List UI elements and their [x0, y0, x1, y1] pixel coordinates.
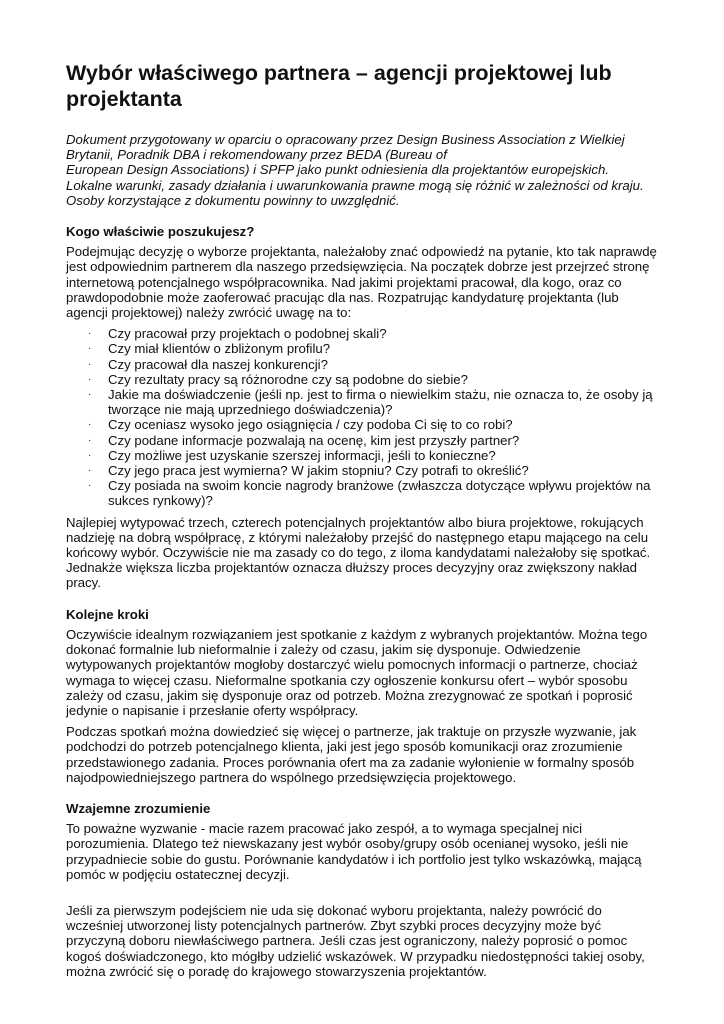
list-item: · Czy pracował dla naszej konkurencji?	[88, 356, 328, 372]
bullet-icon: ·	[88, 358, 92, 370]
bullet-icon: ·	[88, 419, 92, 431]
bullet-icon: ·	[88, 389, 92, 401]
bullet-icon: ·	[88, 480, 92, 492]
section-heading: Kogo właściwie poszukujesz?	[66, 224, 255, 240]
paragraph: Najlepiej wytypować trzech, czterech potencjalnych projektantów albo biura projektowe, rokujących nadzieję na dobrą współpracę, z którymi należałoby przejść do następnego etapu mającego na celu końcowy wybór. Oczywiście nie ma zasady co do tego, z iloma kandydatami należałoby się spotkać. Jednakże większa liczba projektantów oznacza dłuższy proces decyzyjny oraz zwiększony nakład pracy.	[66, 514, 651, 591]
intro-note	[66, 132, 662, 208]
section-heading: Wzajemne zrozumienie	[66, 800, 211, 816]
list-item: · Czy rezultaty pracy są różnorodne czy są podobne do siebie?	[88, 371, 468, 387]
section-heading: Kolejne kroki	[66, 606, 149, 622]
document-page	[66, 60, 662, 985]
intro-line: Lokalne warunki, zasady działania i uwarunkowania prawne mogą się różnić w zależności od kraju.	[66, 177, 644, 193]
paragraph: To poważne wyzwanie - macie razem pracować jako zespół, a to wymaga specjalnej nici porozumienia. Dlatego też niewskazany jest wybór osoby/grupy osób ocenianej wysoko, jeśli nie przypadniecie sobie do gustu. Porównanie kandydatów i ich portfolio jest tylko wskazówką, mającą pomóc w podjęciu ostatecznej decyzji.	[66, 821, 642, 882]
intro-line: Osoby korzystające z dokumentu powinny to uwzględnić.	[66, 192, 400, 208]
bullet-icon: ·	[88, 434, 92, 446]
spacer	[66, 888, 662, 903]
list-item: · Czy jego praca jest wymierna? W jakim stopniu? Czy potrafi to określić?	[88, 463, 529, 479]
bullet-icon: ·	[88, 465, 92, 477]
bullet-icon: ·	[88, 449, 92, 461]
bullet-icon: ·	[88, 328, 92, 340]
bullet-icon: ·	[88, 373, 92, 385]
paragraph: Oczywiście idealnym rozwiązaniem jest spotkanie z każdym z wybranych projektantów. Można tego dokonać formalnie lub nieformalnie i zależy od czasu, jakim się dysponuje. Odwiedzenie wytypowanych projektantów mogłoby dostarczyć wielu pomocnych informacji o partnerze, chociaż wymaga to więcej czasu. Nieformalne spotkania czy ogłoszenie konkursu ofert – wybór sposobu zależy od czasu, jakim się dysponuje oraz od potrzeb. Można zrezygnować ze spotkań i poprosić jedynie o napisanie i przesłanie oferty współpracy.	[66, 626, 648, 718]
bullet-icon: ·	[88, 343, 92, 355]
document-title: Wybór właściwego partnera – agencji projektowej lub projektanta	[66, 61, 612, 111]
list-item: · Czy pracował przy projektach o podobnej skali?	[88, 326, 387, 342]
list-item: · Jakie ma doświadczenie (jeśli np. jest to firma o niewielkim stażu, nie oznacza to, że osoby ją tworzące nie mają uprzedniego doświadczenia)?	[88, 387, 653, 418]
question-list	[66, 326, 662, 508]
list-item: · Czy możliwe jest uzyskanie szerszej informacji, jeśli to konieczne?	[88, 447, 496, 463]
list-item: · Czy miał klientów o zbliżonym profilu?	[88, 341, 331, 357]
intro-line: Brytanii, Poradnik DBA i rekomendowany przez BEDA (Bureau of	[66, 147, 447, 163]
paragraph: Podejmując decyzję o wyborze projektanta, należałoby znać odpowiedź na pytanie, kto tak naprawdę jest odpowiednim partnerem dla naszego przedsięwzięcia. Na początek dobrze jest przejrzeć stronę internetową potencjalnego współpracownika. Nad jakimi projektami pracował, dla kogo, oraz co prawdopodobnie może zaoferować pracując dla nas. Rozpatrując kandydaturę projektanta (lub agencji projektowej) należy zwrócić uwagę na to:	[66, 244, 657, 321]
list-item: · Czy oceniasz wysoko jego osiągnięcia / czy podoba Ci się to co robi?	[88, 417, 513, 433]
list-item: · Czy posiada na swoim koncie nagrody branżowe (zwłaszcza dotyczące wpływu projektów na sukces rynkowy)?	[88, 478, 651, 509]
list-item: · Czy podane informacje pozwalają na ocenę, kim jest przyszły partner?	[88, 432, 520, 448]
intro-line: Dokument przygotowany w oparciu o opracowany przez Design Business Association z Wielkiej	[66, 132, 625, 147]
paragraph: Podczas spotkań można dowiedzieć się więcej o partnerze, jak traktuje on przyszłe wyzwanie, jak podchodzi do potrzeb potencjalnego klienta, jaki jest jego sposób komunikacji oraz zrozumienie przedstawionego zadania. Proces porównania ofert ma za zadanie wyłonienie w formalny sposób najodpowiedniejszego partnera do wspólnego przedsięwzięcia projektowego.	[66, 724, 637, 785]
intro-line: European Design Associations) i SPFP jako punkt odniesienia dla projektantów europejskich.	[66, 162, 609, 178]
paragraph: Jeśli za pierwszym podejściem nie uda się dokonać wyboru projektanta, należy powrócić do wcześniej utworzonej listy potencjalnych partnerów. Zbyt szybki proces decyzyjny może być przyczyną doboru niewłaściwego partnera. Jeśli czas jest ograniczony, należy poprosić o pomoc kogoś doświadczonego, kto mógłby udzielić wskazówek. W przypadku niedostępności takiej osoby, można zwrócić się o poradę do krajowego stowarzyszenia projektantów.	[66, 902, 645, 979]
